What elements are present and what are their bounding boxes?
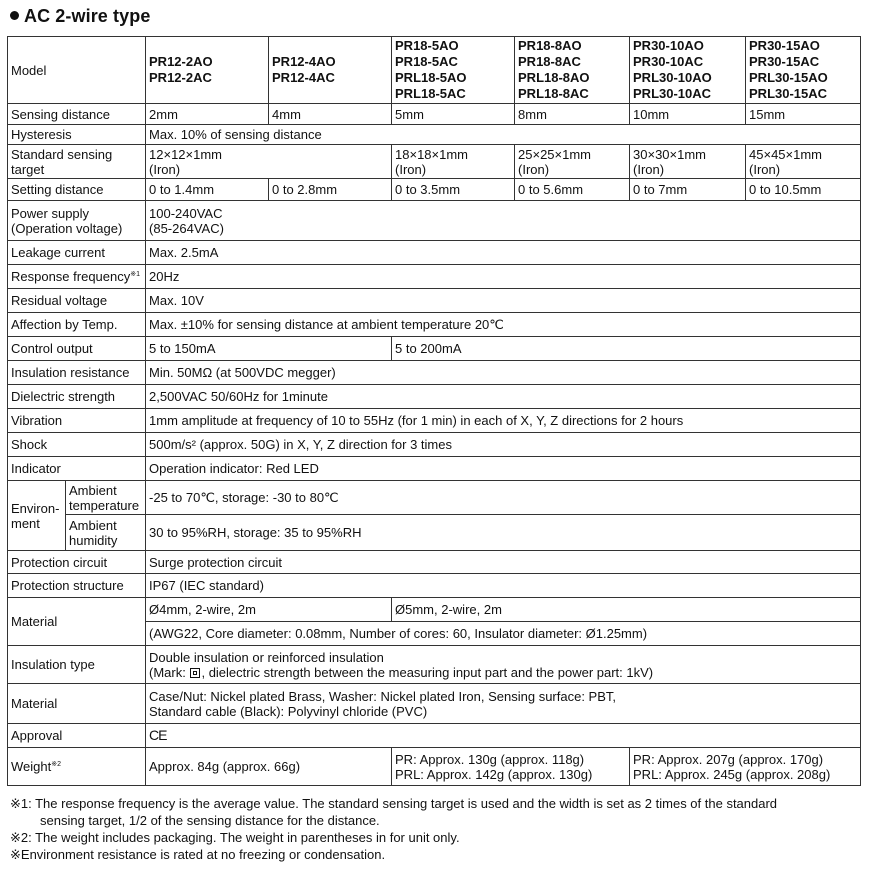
- label-protection-circuit: Protection circuit: [8, 551, 146, 574]
- row-leakage: [8, 241, 861, 265]
- weight-value: Approx. 84g (approx. 66g): [146, 748, 392, 786]
- target-value: 45×45×1mm (Iron): [746, 145, 861, 179]
- residual-value: Max. 10V: [146, 289, 861, 313]
- row-model: [8, 37, 861, 104]
- model-col-3: PR18-5AO PR18-5AC PRL18-5AO PRL18-5AC: [392, 37, 515, 104]
- label-weight: Weight$^{※2}$: [8, 748, 146, 786]
- label-shock: Shock: [8, 433, 146, 457]
- ce-mark-icon: CE: [149, 727, 167, 743]
- row-material-body: [8, 684, 861, 724]
- footnote-2: ※2: The weight includes packaging. The weight in parentheses in for unit only.: [10, 830, 460, 845]
- label-material-body: Material: [8, 684, 146, 724]
- indicator-value: Operation indicator: Red LED: [146, 457, 861, 481]
- setting-value: 0 to 5.6mm: [515, 179, 630, 201]
- label-standard-target: Standard sensing target: [8, 145, 146, 179]
- weight-value: PR: Approx. 130g (approx. 118g) PRL: Approx. 142g (approx. 130g): [392, 748, 630, 786]
- ambient-humidity-value: 30 to 95%RH, storage: 35 to 95%RH: [146, 515, 861, 551]
- label-affection-temp: Affection by Temp.: [8, 313, 146, 337]
- label-insulation-resistance: Insulation resistance: [8, 361, 146, 385]
- section-heading: [10, 6, 150, 27]
- vibration-value: 1mm amplitude at frequency of 10 to 55Hz (for 1 min) in each of X, Y, Z directions for 2 hours: [146, 409, 861, 433]
- material-cable-value: Ø5mm, 2-wire, 2m: [392, 598, 861, 622]
- label-leakage: Leakage current: [8, 241, 146, 265]
- label-residual-voltage: Residual voltage: [8, 289, 146, 313]
- target-value: 12×12×1mm (Iron): [146, 145, 392, 179]
- row-power-supply: [8, 201, 861, 241]
- response-value: 20Hz: [146, 265, 861, 289]
- affection-temp-value: Max. ±10% for sensing distance at ambient temperature 20℃: [146, 313, 861, 337]
- row-hysteresis: [8, 125, 861, 145]
- label-ambient-humidity: Ambient humidity: [66, 515, 146, 551]
- row-insulation-resistance: [8, 361, 861, 385]
- model-col-5: PR30-10AO PR30-10AC PRL30-10AO PRL30-10AC: [630, 37, 746, 104]
- model-col-1: PR12-2AO PR12-2AC: [146, 37, 269, 104]
- label-control-output: Control output: [8, 337, 146, 361]
- label-vibration: Vibration: [8, 409, 146, 433]
- footnote-3: ※Environment resistance is rated at no freezing or condensation.: [10, 847, 386, 862]
- row-weight: [8, 748, 861, 786]
- leakage-value: Max. 2.5mA: [146, 241, 861, 265]
- section-heading-text: AC 2-wire type: [24, 6, 151, 26]
- row-control-output: [8, 337, 861, 361]
- material-cable-detail: (AWG22, Core diameter: 0.08mm, Number of cores: 60, Insulator diameter: Ø1.25mm): [146, 622, 861, 646]
- footnote-1-continued: sensing target, 1/2 of the sensing distance for the distance.: [40, 813, 380, 828]
- label-sensing-distance: Sensing distance: [8, 104, 146, 125]
- ambient-temperature-value: -25 to 70℃, storage: -30 to 80℃: [146, 481, 861, 515]
- label-hysteresis: Hysteresis: [8, 125, 146, 145]
- label-indicator: Indicator: [8, 457, 146, 481]
- double-insulation-mark-icon: [190, 668, 200, 678]
- sensing-value: 8mm: [515, 104, 630, 125]
- label-ambient-temperature: Ambient temperature: [66, 481, 146, 515]
- row-sensing-distance: [8, 104, 861, 125]
- label-response-frequency: Response frequency$^{※1}$: [8, 265, 146, 289]
- label-approval: Approval: [8, 724, 146, 748]
- label-protection-structure: Protection structure: [8, 574, 146, 598]
- sensing-value: 2mm: [146, 104, 269, 125]
- control-value: 5 to 200mA: [392, 337, 861, 361]
- sensing-value: 15mm: [746, 104, 861, 125]
- setting-value: 0 to 2.8mm: [269, 179, 392, 201]
- row-shock: [8, 433, 861, 457]
- hysteresis-value: Max. 10% of sensing distance: [146, 125, 861, 145]
- row-standard-target: [8, 145, 861, 179]
- sensing-value: 4mm: [269, 104, 392, 125]
- material-cable-value: Ø4mm, 2-wire, 2m: [146, 598, 392, 622]
- power-value: 100-240VAC (85-264VAC): [146, 201, 861, 241]
- row-indicator: [8, 457, 861, 481]
- row-material-cable: [8, 598, 861, 622]
- row-vibration: [8, 409, 861, 433]
- row-response-frequency: [8, 265, 861, 289]
- note-ref-1: ※1: [130, 271, 141, 278]
- row-approval: [8, 724, 861, 748]
- label-insulation-type: Insulation type: [8, 646, 146, 684]
- protection-structure-value: IP67 (IEC standard): [146, 574, 861, 598]
- setting-value: 0 to 3.5mm: [392, 179, 515, 201]
- setting-value: 0 to 1.4mm: [146, 179, 269, 201]
- row-protection-structure: [8, 574, 861, 598]
- model-col-2: PR12-4AO PR12-4AC: [269, 37, 392, 104]
- setting-value: 0 to 10.5mm: [746, 179, 861, 201]
- row-protection-circuit: [8, 551, 861, 574]
- dielectric-value: 2,500VAC 50/60Hz for 1minute: [146, 385, 861, 409]
- row-insulation-type: [8, 646, 861, 684]
- label-model: Model: [8, 37, 146, 104]
- row-setting-distance: [8, 179, 861, 201]
- footnotes: [10, 795, 860, 863]
- model-col-4: PR18-8AO PR18-8AC PRL18-8AO PRL18-8AC: [515, 37, 630, 104]
- setting-value: 0 to 7mm: [630, 179, 746, 201]
- row-dielectric: [8, 385, 861, 409]
- weight-value: PR: Approx. 207g (approx. 170g) PRL: Approx. 245g (approx. 208g): [630, 748, 861, 786]
- label-material-cable: Material: [8, 598, 146, 646]
- sensing-value: 5mm: [392, 104, 515, 125]
- footnote-1: ※1: The response frequency is the average value. The standard sensing target is used and the width is set as 2 times of the standard: [10, 796, 778, 811]
- target-value: 18×18×1mm (Iron): [392, 145, 515, 179]
- row-residual-voltage: [8, 289, 861, 313]
- protection-circuit-value: Surge protection circuit: [146, 551, 861, 574]
- label-environment: Environ- ment: [8, 481, 66, 551]
- label-dielectric: Dielectric strength: [8, 385, 146, 409]
- material-body-value: Case/Nut: Nickel plated Brass, Washer: Nickel plated Iron, Sensing surface: PBT, Standard cable (Black): Polyvinyl chloride (PVC): [146, 684, 861, 724]
- target-value: 30×30×1mm (Iron): [630, 145, 746, 179]
- control-value: 5 to 150mA: [146, 337, 392, 361]
- approval-value: [146, 724, 861, 748]
- row-ambient-humidity: [8, 515, 861, 551]
- model-col-6: PR30-15AO PR30-15AC PRL30-15AO PRL30-15AC: [746, 37, 861, 104]
- spec-table: [7, 36, 861, 786]
- insulation-resistance-value: Min. 50MΩ (at 500VDC megger): [146, 361, 861, 385]
- label-setting-distance: Setting distance: [8, 179, 146, 201]
- target-value: 25×25×1mm (Iron): [515, 145, 630, 179]
- row-affection-temp: [8, 313, 861, 337]
- note-ref-2: ※2: [51, 761, 61, 768]
- bullet-icon: [10, 11, 19, 20]
- row-ambient-temperature: [8, 481, 861, 515]
- label-power-supply: Power supply (Operation voltage): [8, 201, 146, 241]
- insulation-type-value: Double insulation or reinforced insulation (Mark: , dielectric strength between the measuring input part and the power part: 1kV): [146, 646, 861, 684]
- sensing-value: 10mm: [630, 104, 746, 125]
- shock-value: 500m/s² (approx. 50G) in X, Y, Z direction for 3 times: [146, 433, 861, 457]
